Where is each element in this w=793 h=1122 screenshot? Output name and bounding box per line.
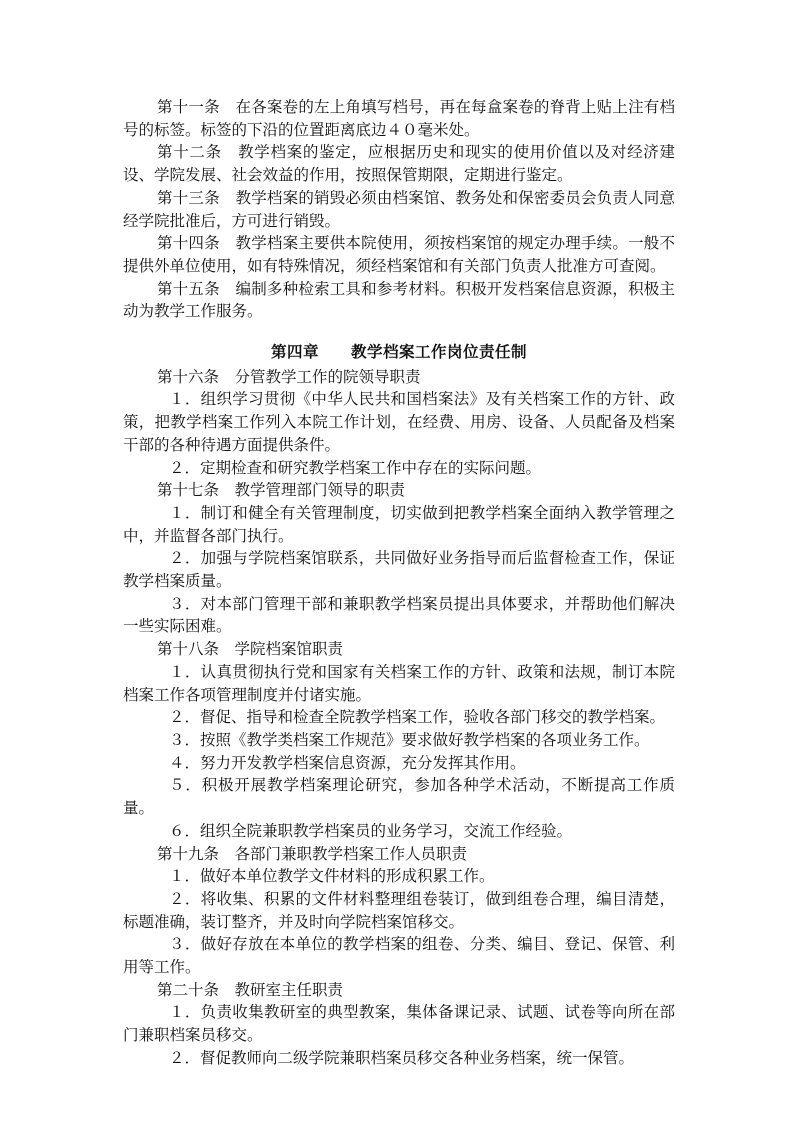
article-19-item-3: ３．做好存放在本单位的教学档案的组卷、分类、编目、登记、保管、利用等工作。 [123, 935, 675, 977]
article-18-item-3: ３．按照《教学类档案工作规范》要求做好教学档案的各项业务工作。 [169, 730, 650, 749]
article-20: 第二十条 教研室主任职责 [157, 980, 344, 999]
article-19-item-1: １．做好本单位教学文件材料的形成积累工作。 [169, 867, 495, 886]
article-18-item-1: １．认真贯彻执行党和国家有关档案工作的方针、政策和法规，制订本院档案工作各项管理制度并付诸实施。 [123, 662, 675, 704]
article-15: 第十五条 编制多种检索工具和参考材料。积极开发档案信息资源，积极主动为教学工作服务。 [123, 279, 675, 321]
article-12: 第十二条 教学档案的鉴定，应根据历史和现实的使用价值以及对经济建设、学院发展、社会效益的作用，按照保管期限，定期进行鉴定。 [123, 143, 675, 185]
article-16: 第十六条 分管教学工作的院领导职责 [157, 367, 421, 386]
article-17-item-3: ３．对本部门管理干部和兼职教学档案员提出具体要求，并帮助他们解决一些实际困难。 [123, 594, 675, 636]
article-18-item-5: ５．积极开展教学档案理论研究，参加各种学术活动，不断提高工作质量。 [123, 776, 675, 818]
article-13: 第十三条 教学档案的销毁必须由档案馆、教务处和保密委员会负责人同意经学院批准后，方可进行销毁。 [123, 188, 675, 230]
article-17: 第十七条 教学管理部门领导的职责 [157, 481, 406, 500]
article-19: 第十九条 各部门兼职教学档案工作人员职责 [157, 844, 468, 863]
article-17-item-1: １．制订和健全有关管理制度，切实做到把教学档案全面纳入教学管理之中，并监督各部门执行。 [123, 503, 675, 545]
article-19-item-2: ２．将收集、积累的文件材料整理组卷装订，做到组卷合理，编目清楚，标题准确，装订整齐，并及时向学院档案馆移交。 [123, 889, 675, 931]
article-20-item-1: １．负责收集教研室的典型教案，集体备课记录、试题、试卷等向所在部门兼职档案员移交。 [123, 1003, 675, 1045]
article-17-item-2: ２．加强与学院档案馆联系，共同做好业务指导而后监督检查工作，保证教学档案质量。 [123, 549, 675, 591]
article-16-item-2: ２．定期检查和研究教学档案工作中存在的实际问题。 [169, 458, 542, 477]
article-20-item-2: ２．督促教师向二级学院兼职档案员移交各种业务档案，统一保管。 [169, 1048, 635, 1067]
article-18-item-4: ４．努力开发教学档案信息资源，充分发挥其作用。 [169, 753, 526, 772]
article-18-item-6: ６．组织全院兼职教学档案员的业务学习，交流工作经验。 [169, 821, 573, 840]
article-18: 第十八条 学院档案馆职责 [157, 640, 344, 659]
document-body [123, 96, 675, 1070]
chapter-heading: 第四章 教学档案工作岗位责任制 [270, 342, 527, 362]
article-14: 第十四条 教学档案主要供本院使用，须按档案馆的规定办理手续。一般不提供外单位使用，如有特殊情况，须经档案馆和有关部门负责人批准方可查阅。 [123, 234, 675, 275]
article-16-item-1: １．组织学习贯彻《中华人民共和国档案法》及有关档案工作的方针、政策，把教学档案工作列入本院工作计划，在经费、用房、设备、人员配备及档案干部的各种待遇方面提供条件。 [123, 390, 675, 454]
article-18-item-2: ２．督促、指导和检查全院教学档案工作，验收各部门移交的教学档案。 [169, 708, 666, 727]
article-11: 第十一条 在各案卷的左上角填写档号，再在每盒案卷的脊背上贴上注有档号的标签。标签的下沿的位置距离底边４０毫米处。 [123, 98, 675, 139]
